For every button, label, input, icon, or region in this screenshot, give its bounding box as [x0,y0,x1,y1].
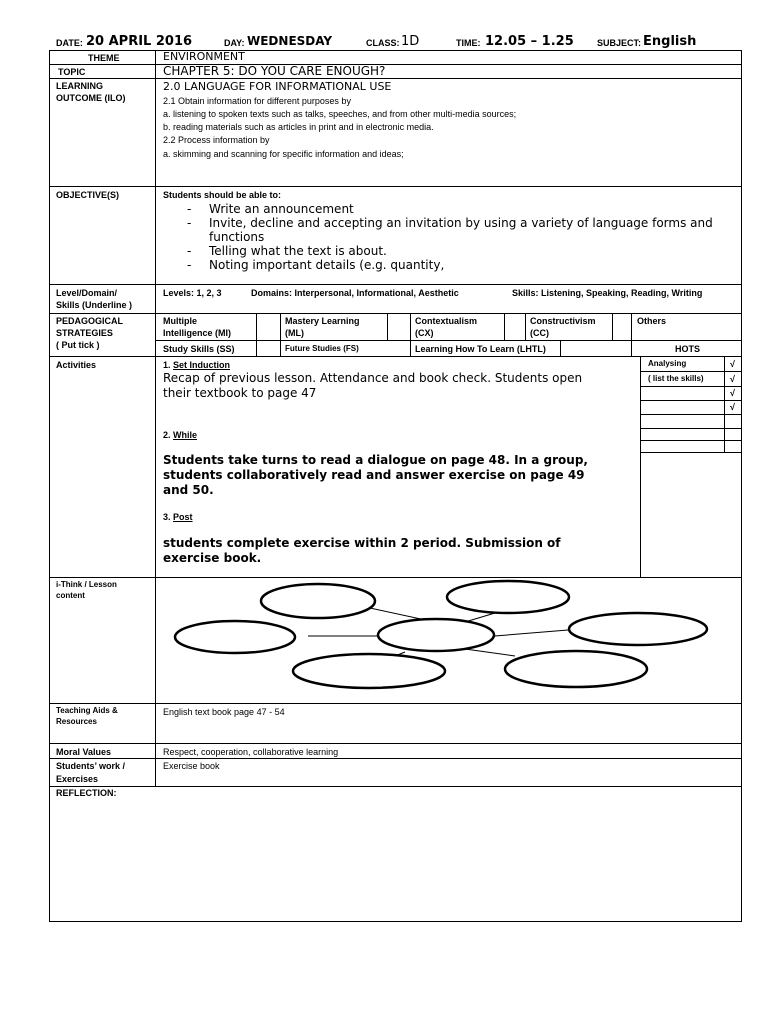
bubble-bottom-right [505,651,647,687]
skills-text: Skills: Listening, Speaking, Reading, Writing [512,288,703,298]
ped-cc-line2: (CC) [530,328,549,338]
ped-others: Others [637,316,667,326]
ithink-label-line1: i-Think / Lesson [56,580,117,589]
moral-value: Respect, cooperation, collaborative learning [163,747,339,757]
objective-item: - Invite, decline and accepting an invitation by using a variety of language forms and functions [187,216,732,244]
set-induction-text: Recap of previous lesson. Attendance and book check. Students open [163,371,583,385]
objectives-intro: Students should be able to: [163,190,282,200]
tick-mark: √ [730,359,735,369]
time-value: 12.05 – 1.25 [485,34,574,49]
connector-line [465,649,515,656]
bubble-right [569,613,707,645]
tick-mark: √ [730,374,735,384]
ilo-line: b. reading materials such as articles in print and in electronic media. [163,122,434,132]
bubble-map-diagram [165,578,740,700]
ithink-label-line2: content [56,591,85,600]
ped-label-line1: PEDAGOGICAL [56,316,124,326]
tick-mark: √ [730,388,735,398]
while-heading [163,430,197,440]
while-text: and 50. [163,483,214,497]
ped-cx-line2: (CX) [415,328,434,338]
aids-label-line1: Teaching Aids & [56,706,118,715]
class-label: CLASS: [366,38,400,48]
while-title: While [173,430,198,440]
aids-value: English text book page 47 - 54 [163,707,285,717]
theme-label: THEME [88,53,120,63]
domains-text: Domains: Interpersonal, Informational, Aesthetic [251,288,459,298]
ped-mi-line1: Multiple [163,316,197,326]
hots-list-skills: ( list the skills) [648,374,704,383]
date-label: DATE: [56,38,83,48]
subject-label: SUBJECT: [597,38,642,48]
post-text: exercise book. [163,551,262,565]
ilo-line: 2.1 Obtain information for different purposes by [163,96,351,106]
theme-value: ENVIRONMENT [163,50,245,63]
activities-label: Activities [56,360,97,370]
objectives-label: OBJECTIVE(S) [56,190,120,200]
objective-item: - Telling what the text is about. [187,244,732,258]
reflection-label: REFLECTION: [56,788,117,798]
post-heading [163,512,193,522]
work-value: Exercise book [163,761,220,771]
bubble-left [175,621,295,653]
while-number: 2. [163,430,171,440]
time-label: TIME: [456,38,481,48]
ilo-label-line2: OUTCOME (ILO) [56,93,126,103]
ped-lhtl: Learning How To Learn (LHTL) [415,344,546,354]
post-text: students complete exercise within 2 period. Submission of [163,536,561,550]
post-number: 3. [163,512,171,522]
subject-value: English [643,34,697,49]
ped-hots: HOTS [675,344,701,354]
topic-label: TOPIC [58,67,86,77]
post-title: Post [173,512,193,522]
work-label-line2: Exercises [56,774,99,784]
ped-ml-line1: Mastery Learning [285,316,360,326]
ped-ml-line2: (ML) [285,328,304,338]
objective-item: - Write an announcement [187,202,732,216]
ped-ss: Study Skills (SS) [163,344,235,354]
set-induction-text: their textbook to page 47 [163,386,317,400]
work-label-line1: Students’ work / [56,761,126,771]
topic-value: CHAPTER 5: DO YOU CARE ENOUGH? [163,64,386,78]
ped-cx-line1: Contextualism [415,316,478,326]
class-value: 1D [401,34,420,49]
aids-label-line2: Resources [56,717,97,726]
level-label-line2: Skills (Underline ) [56,300,133,310]
set-induction-heading [163,360,230,370]
bubble-bottom-left [293,654,445,688]
level-label-line1: Level/Domain/ [56,288,118,298]
ped-label-line3: ( Put tick ) [56,340,100,350]
bubble-top-left [261,584,375,618]
ilo-line: a. listening to spoken texts such as talks, speeches, and from other multi-media sources; [163,109,517,119]
ped-fs: Future Studies (FS) [285,344,359,353]
ilo-line: a. skimming and scanning for specific information and ideas; [163,149,404,159]
bubble-center [378,619,494,651]
bubble-top-right [447,581,569,613]
set-induction-number: 1. [163,360,171,370]
while-text: Students take turns to read a dialogue on page 48. In a group, [163,453,588,467]
day-label: DAY: [224,38,245,48]
moral-label: Moral Values [56,747,112,757]
levels-text: Levels: 1, 2, 3 [163,288,222,298]
date-value: 20 APRIL 2016 [86,34,193,49]
ped-label-line2: STRATEGIES [56,328,113,338]
objective-item: - Noting important details (e.g. quantity, [187,258,732,272]
day-value: WEDNESDAY [247,34,333,48]
tick-mark: √ [730,402,735,412]
ilo-line: 2.2 Process information by [163,135,270,145]
ped-mi-line2: Intelligence (MI) [163,328,232,338]
ilo-label-line1: LEARNING [56,81,103,91]
hots-analysing: Analysing [648,359,687,368]
ped-cc-line1: Constructivism [530,316,596,326]
objectives-list [187,202,732,272]
while-text: students collaboratively read and answer exercise on page 49 [163,468,585,482]
set-induction-title: Set Induction [173,360,231,370]
ilo-title: 2.0 LANGUAGE FOR INFORMATIONAL USE [163,80,392,93]
